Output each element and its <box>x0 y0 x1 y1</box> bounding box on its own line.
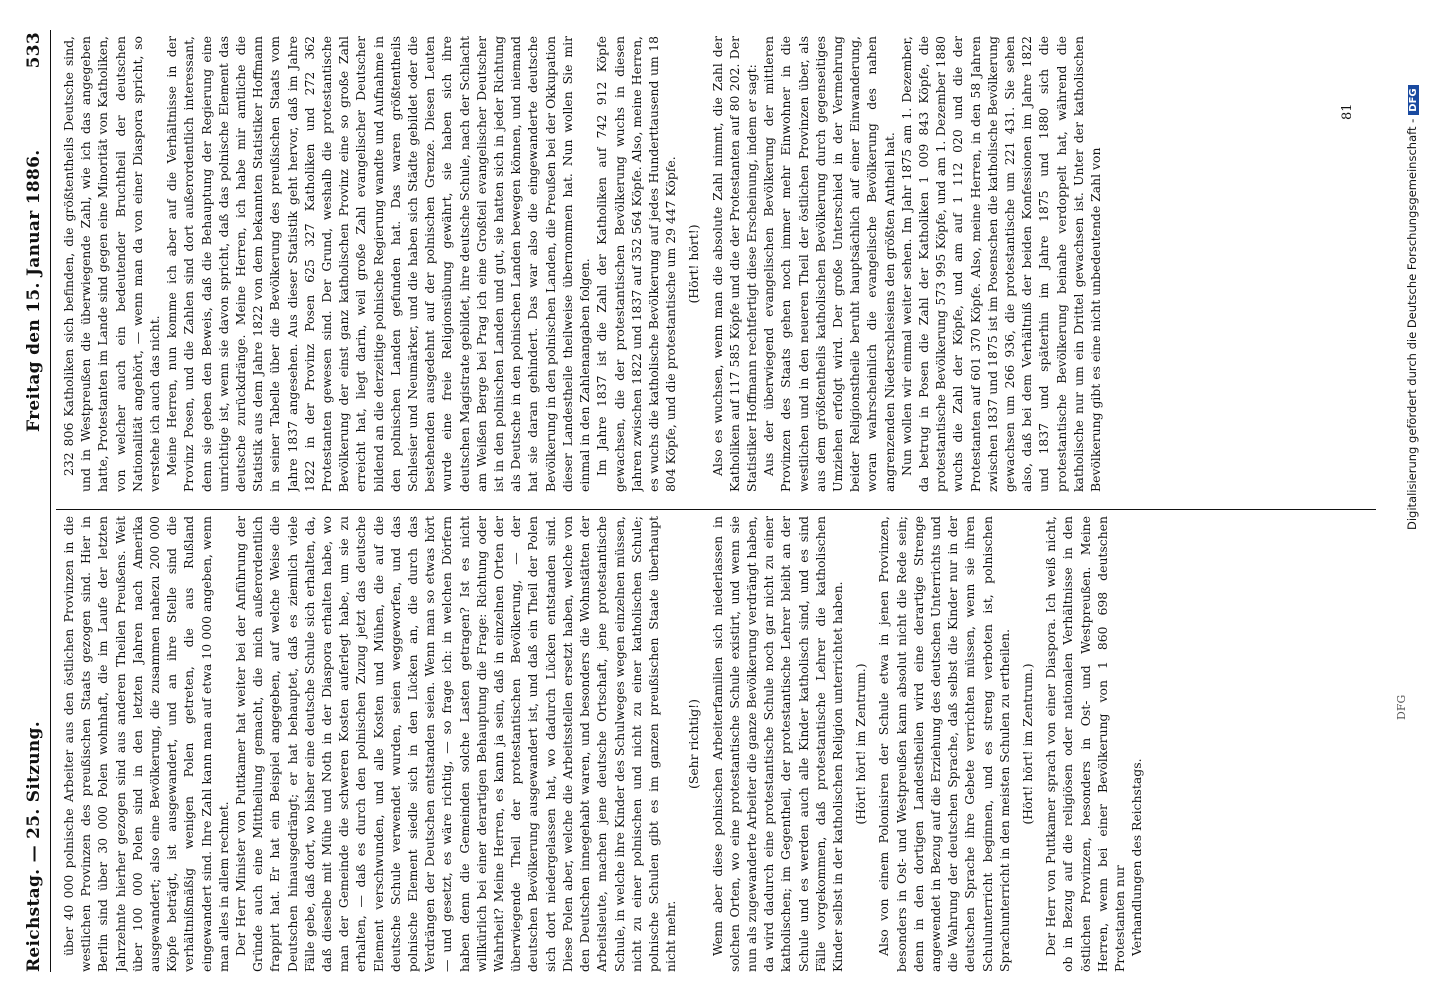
paragraph: Also es wuchsen, wenn man die absolute Zahl nimmt, die Zahl der Katholiken auf 117 585 Köpfe und die der Protestanten auf 80 202. Der Statistiker Hoffmann rechtfertigt diese Erscheinung, indem er sagt: <box>709 36 759 492</box>
paragraph: Im Jahre 1837 ist die Zahl der Katholiken auf 742 912 Köpfe gewachsen, die der protestantischen Bevölkerung wuchs in diesen Jahren zwischen 1822 und 1837 auf 352 564 Köpfe. Also, meine Herren, es wuchs die katholische Bevölkerung auf jedes Hunderttausend um 18 804 Köpfe, und die protestantische um 29 447 Köpfe. <box>594 36 679 492</box>
paragraph: Aus der überwiegend evangelischen Bevölkerung der mittleren Provinzen des Staats gehen noch immer mehr Einwohner in die westlichen und in den neueren Theil der östlichen Provinzen über, als aus dem größtentheils katholischen Bevölkerung durch gegenseitiges Umziehen erfolgt wird. Der große Unterschied in der Vermehrung beider Religionstheile beruht hauptsächlich auf einer Einwanderung, woran wahrscheinlich die evangelische Bevölkerung des nahen angrenzenden Niederschlesiens den größten Antheil hat. <box>761 36 897 492</box>
paragraph: 232 806 Katholiken sich befinden, die größtentheils Deutsche sind, und in Westpreußen die überwiegende Zahl, wie ich das angegeben hatte, Protestanten im Lande sind gegen eine Minorität von Katholiken, von welcher auch ein bedeutender Bruchtheil der deutschen Nationalität angehört, — wenn man da von einer Diaspora spricht, so verstehe ich auch das nicht. <box>61 36 163 492</box>
paragraph: Verhandlungen des Reichstags. <box>1129 758 1145 956</box>
page-number: 533 <box>24 32 44 69</box>
interjection: (Hört! hört! im Zentrum.) <box>1019 663 1035 825</box>
paragraph: Der Herr Minister von Puttkamer hat weiter bei der Anführung der Gründe auch eine Mittheilung gemacht, die mich außerordentlich frappirt hat. Er hat ein Beispiel angegeben, auf welche Weise die Deutschen hinausgedrängt; er hat behauptet, daß es ziemlich viele Fälle gebe, daß dort, wo bisher eine deutsche Schule sich erhalten, da, daß dieselbe mit Mühe und Noth in der Diaspora erhalten habe, wo man der Gemeinde die schweren Kosten auferlegt habe, um sie zu erhalten, — daß es durch den polnischen Zuzug jetzt das deutsche Element verschwunden, und alle Kosten und Mühen, die auf die deutsche Schule verwendet wurden, seien weggeworfen, und das polnische Element siedle sich in den Lücken an, die durch das Verdrängen der Deutschen entstanden seien. Wenn man so etwas hört — und gesetzt, es wäre richtig, — so frage ich: in welchen Dörfern haben denn die Gemeinden solche Lasten getragen? Ist es nicht willkürlich bei einer derartigen Behauptung die Frage: Richtung oder Wahrheit? Meine Herren, es kann ja sein, daß in einzelnen Orten der überwiegende Theil der protestantischen Bevölkerung, — der deutschen Bevölkerung ausgewandert ist, und daß ein Theil der Polen sich dort niedergelassen hat, wo dadurch Lücken entstanden sind. Diese Polen aber, welche die Arbeitsstellen ersetzt haben, welche von den Deutschen innegehabt waren, und besonders die Wohnstätten der Arbeitsleute, machen jene deutsche Ortschaft, jene protestantische Schule, in welche ihre Kinder des Schulweges wegen einzelnen müssen, nicht zu einer polnischen und nicht zu einer katholischen Schule; polnische Schulen gibt es im ganzen preußischen Staate überhaupt nicht mehr. <box>233 516 679 972</box>
paragraph: Nun wollen wir einmal weiter sehen. Im Jahr 1875 am 1. Dezember, da betrug in Posen die Zahl der Katholiken 1 009 843 Köpfe, die protestantische Bevölkerung 573 995 Köpfe, und am 1. Dezember 1880 wuchs die Zahl der Köpfe, und am auf 1 112 020 und die der Protestanten auf 601 370 Köpfe. Also, meine Herren, in den 58 Jahren zwischen 1837 und 1875 ist im Posenschen die katholische Bevölkerung gewachsen um 266 936, die protestantische um 221 431. Sie sehen also, daß bei dem Verhältniß der beiden Konfessionen im Jahre 1822 und 1837 und späterhin im Jahre 1875 und 1880 sich die protestantische Bevölkerung beinahe verdoppelt hat, während die katholische nur um ein Drittel gewachsen ist. Unter der katholischen Bevölkerung gibt es eine nicht unbedeutende Zahl von <box>898 36 1103 492</box>
paragraph: Der Herr von Puttkamer sprach von einer Diaspora. Ich weiß nicht, ob in Bezug auf die religiösen oder nationalen Verhältnisse in den östlichen Provinzen, besonders in Ost- und Westpreußen. Meine Herren, wenn bei einer Bevölkerung von 1 860 698 deutschen Protestanten nur <box>1043 516 1127 972</box>
header-rule <box>50 30 51 972</box>
left-column <box>60 516 1380 972</box>
paragraph: Wenn aber diese polnischen Arbeiterfamilien sich niederlassen in solchen Orten, wo eine protestantische Schule existirt, und wenn sie nun als zugewanderte Arbeiter die ganze Bevölkerung verdrängt haben, da wird dadurch eine protestantische Schule noch gar nicht zu einer katholischen; im Gegentheil, der protestantische Lehrer bleibt an der Schule und es werden auch alle Kinder katholisch sind, und es sind Fälle vorgekommen, daß protestantische Lehrer die katholischen Kinder selbst in der katholischen Religion unterrichtet haben. <box>709 516 845 972</box>
signature-mark: 81 <box>1340 103 1355 120</box>
side-mark: DFG <box>1395 694 1408 720</box>
paragraph: Also von einem Polonisiren der Schule etwa in jenen Provinzen, besonders in Ost- und Westpreußen kann absolut nicht die Rede sein; denn in den dortigen Landestheilen wird eine derartige Strenge angewendet in Bezug auf die Erziehung des deutschen Unterrichts und die Wahrung der deutschen Sprache, daß selbst die Kinder nur in der deutschen Sprache ihre Gebete verrichten müssen, wenn sie ihren Schulunterricht beginnen, und es streng verboten ist, polnischen Sprachunterricht in den meisten Schulen zu ertheilen. <box>876 516 1012 972</box>
header-date: Freitag den 15. Januar 1886. <box>24 149 44 432</box>
interjection: (Hört! hört!) <box>686 224 702 304</box>
column-divider <box>56 509 1376 510</box>
dfg-logo: DFG <box>1408 85 1419 114</box>
right-column <box>60 36 1380 492</box>
interjection: (Sehr richtig!) <box>686 699 702 789</box>
digitization-text: Digitalisierung gefördert durch die Deutsche Forschungsgemeinschaft - <box>1405 118 1419 530</box>
interjection: (Hört! hört! im Zentrum.) <box>853 663 869 825</box>
digitization-notice <box>1405 85 1419 530</box>
header-left: Reichstag. — 25. Sitzung. <box>24 721 44 972</box>
paragraph: über 40 000 polnische Arbeiter aus den östlichen Provinzen in die westlichen Provinzen des preußischen Staats gezogen sind. Hier in Berlin sind über 30 000 Polen wohnhaft, die im Laufe der letzten Jahrzehnte hierher gezogen sind aus anderen Theilen Preußens. Weit über 100 000 Polen sind in den letzten Jahren nach Amerika ausgewandert; also eine Bevölkerung, die zusammen nahezu 200 000 Köpfe beträgt, ist ausgewandert, und an ihre Stelle sind die verhältnißmäßig wenigen Polen getreten, die aus Rußland eingewandert sind. Ihre Zahl kann man auf etwa 10 000 angeben, wenn man alles in allem rechnet. <box>61 516 231 972</box>
paragraph: Meine Herren, nun komme ich aber auf die Verhältnisse in der Provinz Posen, und die Zahlen sind dort außerordentlich interessant, denn sie geben den Beweis, daß die Behauptung der Regierung eine unrichtige ist, wenn sie davon spricht, daß das polnische Element das deutsche zurückdränge. Meine Herren, ich habe mir amtliche die Statistik aus dem Jahre 1822 von dem bekannten Statistiker Hoffmann in seiner Tabelle über die Bevölkerung des preußischen Staats vom Jahre 1837 angesehen. Aus dieser Statistik geht hervor, daß im Jahre 1822 in der Provinz Posen 625 327 Katholiken und 272 362 Protestanten gewesen sind. Der Grund, weshalb die protestantische Bevölkerung der einst ganz katholischen Provinz eine so große Zahl erreicht hat, liegt darin, weil große Zahl evangelischer Deutscher bildend an die derzeitige polnische Regierung wandte und Aufnahme in den polnischen Landen gefunden hat. Das waren größtentheils Schlesier und Neumärker, und die haben sich Städte gebildet oder die bestehenden ausgedehnt auf der polnischen Grenze. Diesen Leuten wurde eine freie Religionsübung gewährt, sie haben sich ihre deutschen Magistrate gebildet, ihre deutsche Schule, nach der Schlacht am Weißen Berge bei Prag ich eine Großteil evangelischer Deutscher ist in den polnischen Landen und gut, sie hatten sich in jeder Richtung als Deutsche in den polnischen Landen bewegen können, und niemand hat sie daran gehindert. Das war also die eingewanderte deutsche Bevölkerung in den polnischen Landen, die Preußen bei der Okkupation dieser Landestheile theilweise übernommen hat. Nun wollen Sie mir einmal in den Zahlenangaben folgen. <box>164 36 593 492</box>
page-header <box>20 32 50 972</box>
